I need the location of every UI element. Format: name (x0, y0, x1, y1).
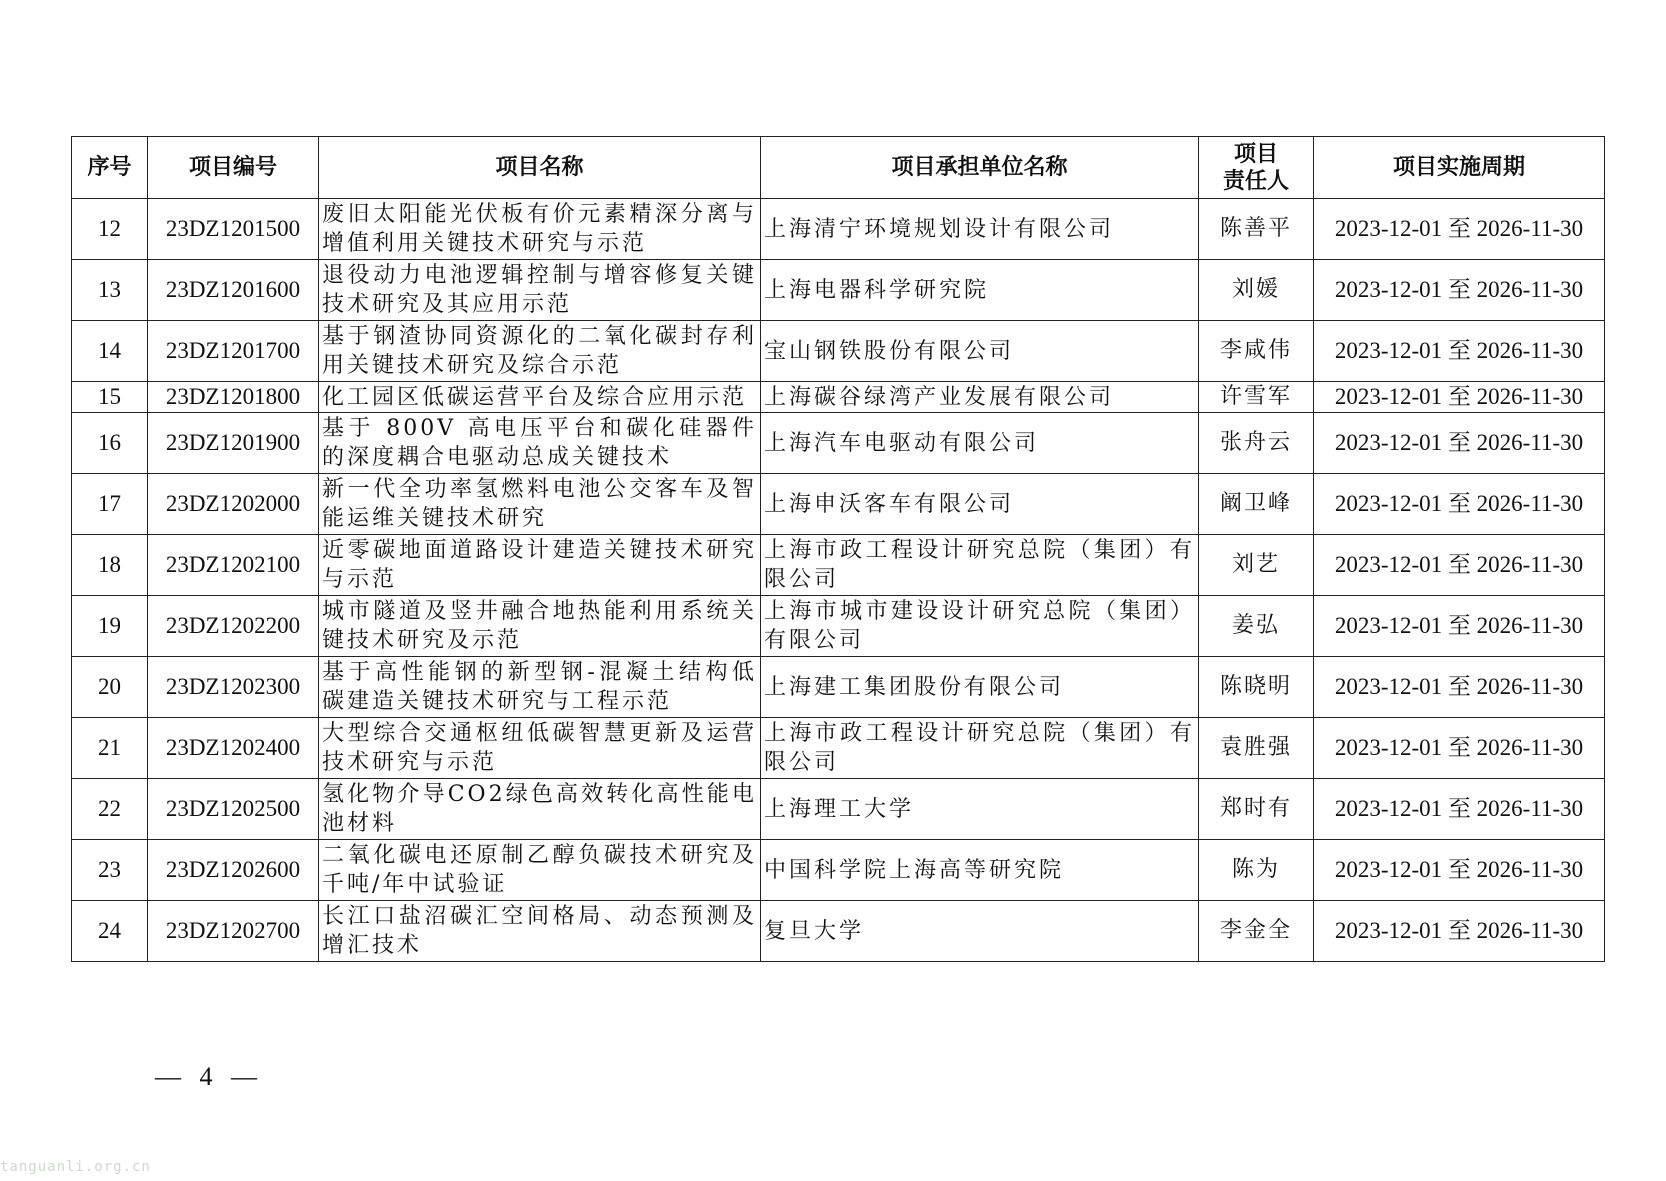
cell-serial-number: 16 (72, 413, 148, 474)
cell-person-in-charge: 袁胜强 (1199, 718, 1314, 779)
cell-project-code: 23DZ1201700 (148, 321, 319, 382)
cell-undertaking-unit: 中国科学院上海高等研究院 (761, 840, 1199, 901)
cell-person-in-charge: 郑时有 (1199, 779, 1314, 840)
cell-project-code: 23DZ1202000 (148, 474, 319, 535)
cell-undertaking-unit: 复旦大学 (761, 901, 1199, 962)
cell-implementation-period: 2023-12-01 至 2026-11-30 (1314, 596, 1605, 657)
cell-project-name: 基于高性能钢的新型钢-混凝土结构低碳建造关键技术研究与工程示范 (319, 657, 761, 718)
cell-person-in-charge: 许雪军 (1199, 382, 1314, 413)
cell-project-name: 退役动力电池逻辑控制与增容修复关键技术研究及其应用示范 (319, 260, 761, 321)
cell-person-in-charge: 刘艺 (1199, 535, 1314, 596)
cell-undertaking-unit: 上海市城市建设设计研究总院（集团）有限公司 (761, 596, 1199, 657)
cell-implementation-period: 2023-12-01 至 2026-11-30 (1314, 718, 1605, 779)
header-serial-number: 序号 (72, 137, 148, 199)
cell-project-name: 化工园区低碳运营平台及综合应用示范 (319, 382, 761, 413)
table-row (72, 413, 1605, 474)
cell-project-code: 23DZ1201900 (148, 413, 319, 474)
table-row (72, 901, 1605, 962)
cell-project-code: 23DZ1202500 (148, 779, 319, 840)
project-list-table (71, 136, 1605, 962)
cell-serial-number: 24 (72, 901, 148, 962)
cell-implementation-period: 2023-12-01 至 2026-11-30 (1314, 779, 1605, 840)
cell-undertaking-unit: 上海市政工程设计研究总院（集团）有限公司 (761, 535, 1199, 596)
header-project-name: 项目名称 (319, 137, 761, 199)
cell-undertaking-unit: 上海市政工程设计研究总院（集团）有限公司 (761, 718, 1199, 779)
cell-implementation-period: 2023-12-01 至 2026-11-30 (1314, 321, 1605, 382)
page-number: — 4 — (155, 1062, 263, 1091)
header-undertaking-unit: 项目承担单位名称 (761, 137, 1199, 199)
cell-serial-number: 22 (72, 779, 148, 840)
cell-project-code: 23DZ1202600 (148, 840, 319, 901)
cell-project-name: 二氧化碳电还原制乙醇负碳技术研究及千吨/年中试验证 (319, 840, 761, 901)
cell-person-in-charge: 姜弘 (1199, 596, 1314, 657)
table-header-row (72, 137, 1605, 199)
cell-project-code: 23DZ1202300 (148, 657, 319, 718)
cell-serial-number: 13 (72, 260, 148, 321)
cell-undertaking-unit: 上海电器科学研究院 (761, 260, 1199, 321)
cell-project-code: 23DZ1202700 (148, 901, 319, 962)
cell-project-code: 23DZ1202100 (148, 535, 319, 596)
cell-project-code: 23DZ1202400 (148, 718, 319, 779)
table-row (72, 382, 1605, 413)
table-row (72, 779, 1605, 840)
cell-implementation-period: 2023-12-01 至 2026-11-30 (1314, 474, 1605, 535)
table-row (72, 657, 1605, 718)
cell-undertaking-unit: 上海清宁环境规划设计有限公司 (761, 199, 1199, 260)
cell-serial-number: 23 (72, 840, 148, 901)
header-person-in-charge: 项目 责任人 (1199, 137, 1314, 199)
cell-implementation-period: 2023-12-01 至 2026-11-30 (1314, 840, 1605, 901)
cell-project-name: 长江口盐沼碳汇空间格局、动态预测及增汇技术 (319, 901, 761, 962)
cell-undertaking-unit: 上海碳谷绿湾产业发展有限公司 (761, 382, 1199, 413)
cell-person-in-charge: 李咸伟 (1199, 321, 1314, 382)
header-project-code: 项目编号 (148, 137, 319, 199)
header-implementation-period: 项目实施周期 (1314, 137, 1605, 199)
cell-project-code: 23DZ1201800 (148, 382, 319, 413)
cell-person-in-charge: 陈晓明 (1199, 657, 1314, 718)
cell-project-name: 氢化物介导CO2绿色高效转化高性能电池材料 (319, 779, 761, 840)
cell-implementation-period: 2023-12-01 至 2026-11-30 (1314, 535, 1605, 596)
cell-serial-number: 17 (72, 474, 148, 535)
cell-serial-number: 20 (72, 657, 148, 718)
table-row (72, 199, 1605, 260)
project-list-table-wrapper (71, 136, 1604, 962)
table-row (72, 596, 1605, 657)
cell-serial-number: 14 (72, 321, 148, 382)
cell-project-code: 23DZ1201600 (148, 260, 319, 321)
cell-serial-number: 19 (72, 596, 148, 657)
cell-implementation-period: 2023-12-01 至 2026-11-30 (1314, 901, 1605, 962)
cell-serial-number: 15 (72, 382, 148, 413)
table-row (72, 840, 1605, 901)
table-row (72, 535, 1605, 596)
cell-person-in-charge: 阚卫峰 (1199, 474, 1314, 535)
cell-undertaking-unit: 上海理工大学 (761, 779, 1199, 840)
table-row (72, 718, 1605, 779)
cell-project-name: 大型综合交通枢纽低碳智慧更新及运营技术研究与示范 (319, 718, 761, 779)
cell-person-in-charge: 陈善平 (1199, 199, 1314, 260)
cell-project-name: 近零碳地面道路设计建造关键技术研究与示范 (319, 535, 761, 596)
cell-implementation-period: 2023-12-01 至 2026-11-30 (1314, 260, 1605, 321)
cell-project-name: 基于 800V 高电压平台和碳化硅器件的深度耦合电驱动总成关键技术 (319, 413, 761, 474)
cell-implementation-period: 2023-12-01 至 2026-11-30 (1314, 657, 1605, 718)
cell-implementation-period: 2023-12-01 至 2026-11-30 (1314, 199, 1605, 260)
cell-person-in-charge: 张舟云 (1199, 413, 1314, 474)
cell-implementation-period: 2023-12-01 至 2026-11-30 (1314, 382, 1605, 413)
cell-project-name: 基于钢渣协同资源化的二氧化碳封存利用关键技术研究及综合示范 (319, 321, 761, 382)
cell-serial-number: 21 (72, 718, 148, 779)
cell-project-name: 城市隧道及竖井融合地热能利用系统关键技术研究及示范 (319, 596, 761, 657)
cell-undertaking-unit: 上海汽车电驱动有限公司 (761, 413, 1199, 474)
cell-project-code: 23DZ1201500 (148, 199, 319, 260)
cell-project-name: 废旧太阳能光伏板有价元素精深分离与增值利用关键技术研究与示范 (319, 199, 761, 260)
cell-person-in-charge: 刘媛 (1199, 260, 1314, 321)
cell-serial-number: 18 (72, 535, 148, 596)
watermark-text: tanguanli.org.cn (0, 1159, 151, 1175)
cell-person-in-charge: 李金全 (1199, 901, 1314, 962)
table-row (72, 321, 1605, 382)
cell-serial-number: 12 (72, 199, 148, 260)
table-row (72, 260, 1605, 321)
cell-undertaking-unit: 宝山钢铁股份有限公司 (761, 321, 1199, 382)
cell-undertaking-unit: 上海申沃客车有限公司 (761, 474, 1199, 535)
table-row (72, 474, 1605, 535)
cell-person-in-charge: 陈为 (1199, 840, 1314, 901)
cell-project-code: 23DZ1202200 (148, 596, 319, 657)
cell-project-name: 新一代全功率氢燃料电池公交客车及智能运维关键技术研究 (319, 474, 761, 535)
cell-undertaking-unit: 上海建工集团股份有限公司 (761, 657, 1199, 718)
cell-implementation-period: 2023-12-01 至 2026-11-30 (1314, 413, 1605, 474)
